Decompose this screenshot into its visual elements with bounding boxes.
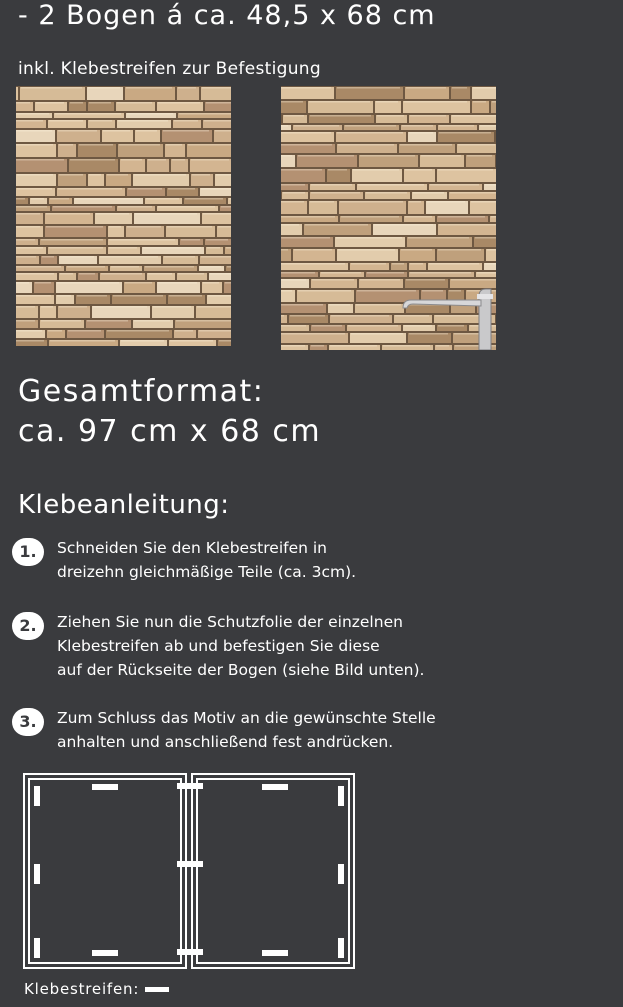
- adhesive-strip: [338, 864, 344, 884]
- instructions-heading: Klebeanleitung:: [18, 490, 230, 520]
- step-3-line-1: Zum Schluss das Motiv an die gewünschte Stelle: [57, 709, 436, 727]
- step-3-line-2: anhalten und anschließend fest andrücken.: [57, 733, 394, 751]
- sheet-outlines: [24, 774, 354, 968]
- product-title: - 2 Bogen á ca. 48,5 x 68 cm: [18, 0, 436, 31]
- sheet-right-inner: [197, 779, 349, 963]
- adhesive-strip: [92, 950, 118, 956]
- stone-wall-panel-right: [281, 86, 496, 350]
- sheet-left: [24, 774, 186, 968]
- legend-label: Klebestreifen:: [24, 980, 140, 998]
- mounting-diagram: [22, 772, 362, 976]
- adhesive-strip: [177, 861, 203, 867]
- sheet-left-inner: [29, 779, 181, 963]
- sheet-right: [192, 774, 354, 968]
- adhesive-strip: [34, 864, 40, 884]
- legend: [24, 980, 169, 998]
- step-number-1: 1.: [12, 538, 44, 566]
- adhesive-strip: [262, 784, 288, 790]
- adhesive-strip: [92, 784, 118, 790]
- stone-wall-panel-left: [16, 86, 231, 346]
- step-1-line-2: dreizehn gleichmäßige Teile (ca. 3cm).: [57, 563, 357, 581]
- step-2-line-1: Ziehen Sie nun die Schutzfolie der einzelnen: [57, 613, 403, 631]
- total-format: [18, 372, 321, 452]
- step-number-2: 2.: [12, 612, 44, 640]
- total-format-label: Gesamtformat:: [18, 374, 265, 409]
- step-1-line-1: Schneiden Sie den Klebestreifen in: [57, 539, 327, 557]
- adhesive-strips: [34, 783, 344, 958]
- step-2-line-3: auf der Rückseite der Bogen (siehe Bild unten).: [57, 661, 425, 679]
- step-number-3: 3.: [12, 708, 44, 736]
- adhesive-strip: [34, 938, 40, 958]
- total-format-value: ca. 97 cm x 68 cm: [18, 414, 322, 449]
- adhesive-strip: [177, 949, 203, 955]
- product-subtitle: inkl. Klebestreifen zur Befestigung: [18, 59, 321, 79]
- step-2-line-2: Klebestreifen ab und befestigen Sie diese: [57, 637, 380, 655]
- adhesive-strip: [338, 938, 344, 958]
- adhesive-strip: [177, 783, 203, 789]
- adhesive-strip: [338, 786, 344, 806]
- adhesive-strip-legend-icon: [145, 987, 169, 992]
- adhesive-strip: [262, 950, 288, 956]
- adhesive-strip: [34, 786, 40, 806]
